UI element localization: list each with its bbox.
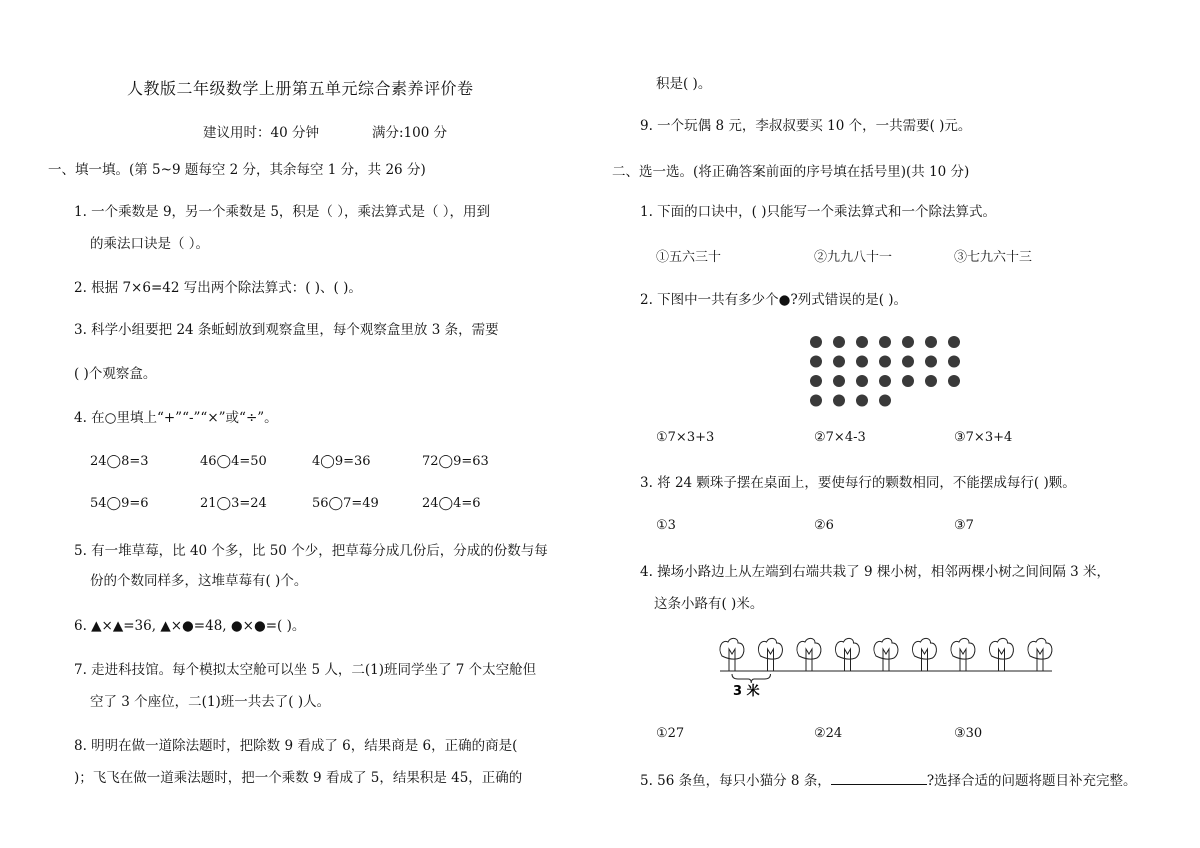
question-4: 4. 在○里填上“+”“-”“×”或“÷”。 xyxy=(74,410,278,426)
dot xyxy=(879,395,891,407)
dot xyxy=(948,356,960,368)
question-1-line-2: 的乘法口诀是（ ）。 xyxy=(90,236,210,252)
question-3-line-1: 3. 科学小组要把 24 条蚯蚓放到观察盒里，每个观察盒里放 3 条，需要 xyxy=(74,322,499,338)
question-8-line-3: 积是( )。 xyxy=(656,76,712,92)
choice-2-option: ③7×3+4 xyxy=(954,430,1013,445)
tree-icon xyxy=(797,638,821,671)
answer-blank[interactable] xyxy=(831,770,927,785)
dot xyxy=(856,356,868,368)
question-8-line-1: 8. 明明在做一道除法题时，把除数 9 看成了 6，结果商是 6，正确的商是( xyxy=(74,738,518,754)
q4-item: 21◯3=24 xyxy=(200,496,267,511)
dot xyxy=(879,356,891,368)
q4-item: 72◯9=63 xyxy=(422,454,489,469)
dot xyxy=(925,356,937,368)
choice-1: 1. 下面的口诀中，( )只能写一个乘法算式和一个除法算式。 xyxy=(640,204,996,220)
dot xyxy=(810,395,822,407)
dot xyxy=(833,395,845,407)
section-1-heading: 一、填一填。(第 5~9 题每空 2 分，其余每空 1 分，共 26 分) xyxy=(48,162,426,178)
dot xyxy=(833,375,845,387)
choice-5 xyxy=(640,770,1137,791)
question-3-line-2: ( )个观察盒。 xyxy=(74,366,157,382)
dot xyxy=(902,336,914,348)
interval-brace xyxy=(732,674,771,683)
tree-icon xyxy=(989,638,1013,671)
choice-5-text-start: 5. 56 条鱼，每只小猫分 8 条， xyxy=(640,773,831,789)
choice-4-option: ③30 xyxy=(954,726,983,741)
q4-item: 54◯9=6 xyxy=(90,496,149,511)
tree-row-diagram xyxy=(712,634,1062,706)
choice-4-option: ①27 xyxy=(656,726,685,741)
choice-4-line-1: 4. 操场小路边上从左端到右端共栽了 9 棵小树，相邻两棵小树之间间隔 3 米， xyxy=(640,564,1111,580)
dot xyxy=(948,375,960,387)
suggested-time: 建议用时：40 分钟 xyxy=(203,125,319,141)
dot xyxy=(833,356,845,368)
q4-item: 46◯4=50 xyxy=(200,454,267,469)
dot xyxy=(879,336,891,348)
choice-3-option: ②6 xyxy=(814,518,834,533)
question-7-line-1: 7. 走进科技馆。每个模拟太空舱可以坐 5 人，二(1)班同学坐了 7 个太空舱但 xyxy=(74,662,537,678)
choice-2-option: ①7×3+3 xyxy=(656,430,715,445)
question-1-line-1: 1. 一个乘数是 9，另一个乘数是 5，积是（ ），乘法算式是（ ），用到 xyxy=(74,204,491,220)
dot xyxy=(902,356,914,368)
full-score: 满分:100 分 xyxy=(372,125,448,141)
tree-icon xyxy=(874,638,898,671)
tree-icon xyxy=(758,638,782,671)
dot xyxy=(925,375,937,387)
choice-2-option: ②7×4-3 xyxy=(814,430,866,445)
tree-icon xyxy=(835,638,859,671)
choice-3-option: ①3 xyxy=(656,518,676,533)
dot xyxy=(810,336,822,348)
dot xyxy=(879,375,891,387)
dot xyxy=(856,375,868,387)
choice-1-option: ①五六三十 xyxy=(656,250,722,265)
question-8-line-2: )；飞飞在做一道乘法题时，把一个乘数 9 看成了 5，结果积是 45，正确的 xyxy=(74,770,523,786)
choice-4-line-2: 这条小路有( )米。 xyxy=(654,596,764,612)
question-2: 2. 根据 7×6=42 写出两个除法算式：( )、( )。 xyxy=(74,280,362,296)
q4-item: 56◯7=49 xyxy=(312,496,379,511)
question-5-line-1: 5. 有一堆草莓，比 40 个多，比 50 个少，把草莓分成几份后，分成的份数与每 xyxy=(74,543,548,559)
dot xyxy=(925,336,937,348)
tree-icon xyxy=(1028,638,1052,671)
tree-icon xyxy=(720,638,744,671)
choice-3-option: ③7 xyxy=(954,518,974,533)
tree-icon xyxy=(951,638,975,671)
question-7-line-2: 空了 3 个座位，二(1)班一共去了( )人。 xyxy=(90,694,331,710)
question-6: 6. ▲×▲=36, ▲×●=48, ●×●=( )。 xyxy=(74,618,306,634)
question-5-line-2: 份的个数同样多，这堆草莓有( )个。 xyxy=(90,573,308,589)
dot-array xyxy=(800,328,970,410)
choice-1-option: ③七九六十三 xyxy=(954,250,1033,265)
dot xyxy=(833,336,845,348)
q4-item: 24◯4=6 xyxy=(422,496,481,511)
section-2-heading: 二、选一选。(将正确答案前面的序号填在括号里)(共 10 分) xyxy=(612,164,970,180)
page-title: 人教版二年级数学上册第五单元综合素养评价卷 xyxy=(127,79,474,98)
dot xyxy=(948,336,960,348)
dot xyxy=(856,395,868,407)
q4-item: 24◯8=3 xyxy=(90,454,149,469)
dot xyxy=(810,375,822,387)
choice-5-text-end: ?选择合适的问题将题目补充完整。 xyxy=(926,773,1137,789)
question-9: 9. 一个玩偶 8 元，李叔叔要买 10 个，一共需要( )元。 xyxy=(640,118,972,134)
choice-2: 2. 下图中一共有多少个●?列式错误的是( )。 xyxy=(640,292,908,308)
dot xyxy=(902,375,914,387)
q4-item: 4◯9=36 xyxy=(312,454,371,469)
choice-3: 3. 将 24 颗珠子摆在桌面上，要使每行的颗数相同，不能摆成每行( )颗。 xyxy=(640,475,1076,491)
dot xyxy=(810,356,822,368)
choice-4-option: ②24 xyxy=(814,726,843,741)
choice-1-option: ②九九八十一 xyxy=(814,250,893,265)
tree-spacing-label: 3 米 xyxy=(733,684,760,699)
tree-icon xyxy=(912,638,936,671)
dot xyxy=(856,336,868,348)
